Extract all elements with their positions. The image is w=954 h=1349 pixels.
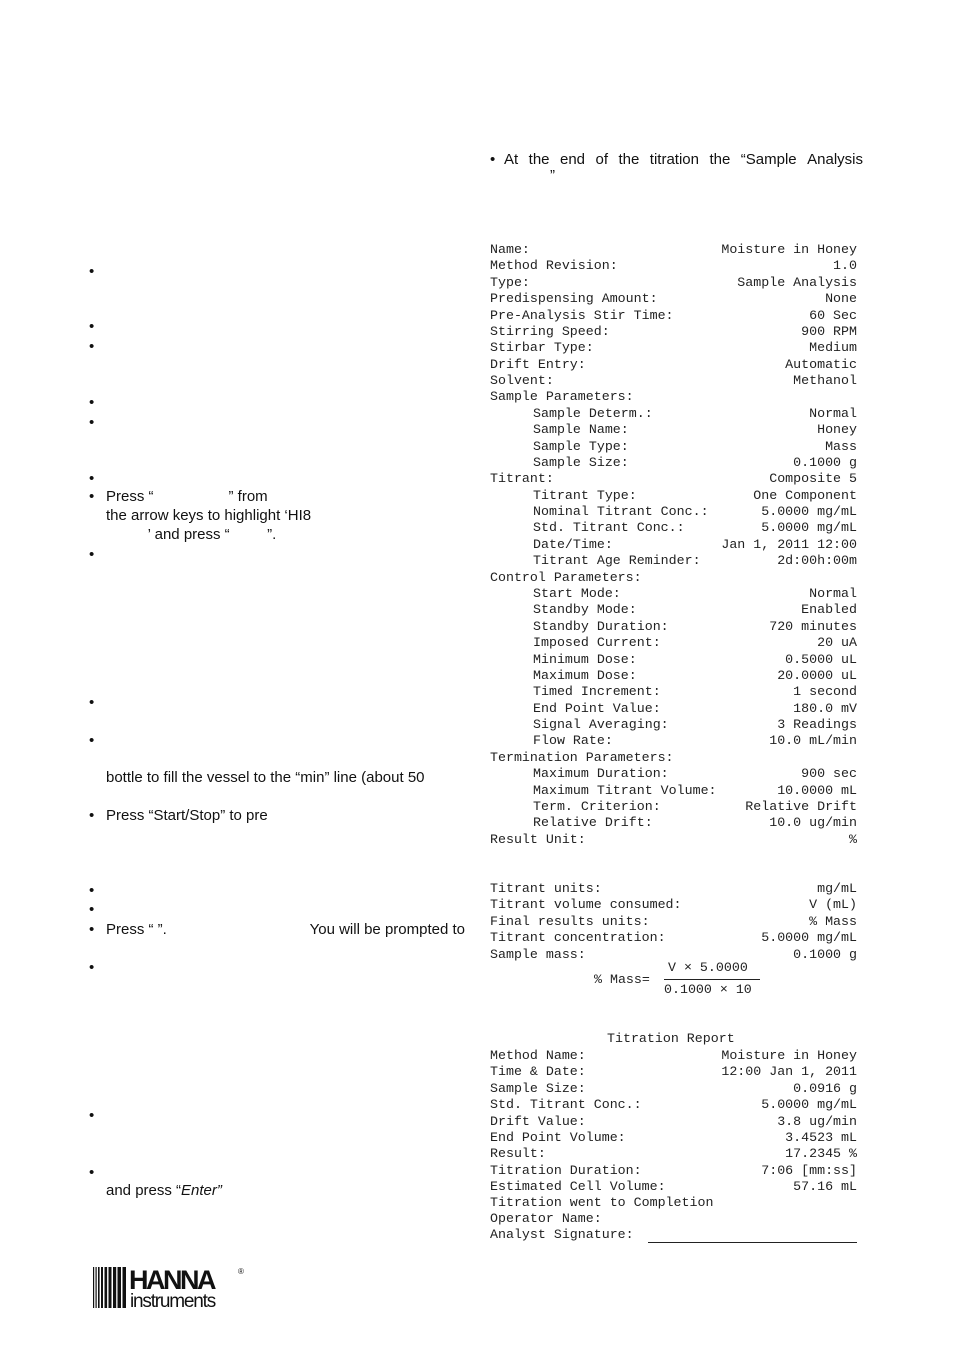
parameter-value: 5.0000 mg/mL (761, 504, 857, 520)
parameter-row (490, 897, 857, 913)
enter-key-label: Enter” (181, 1182, 222, 1199)
parameter-row (490, 439, 857, 455)
parameter-value: 60 Sec (809, 307, 857, 323)
parameter-value: 0.1000 g (793, 454, 857, 470)
parameter-row (490, 799, 857, 815)
parameter-value: 12:00 Jan 1, 2011 (721, 1064, 857, 1080)
intro-word: the (709, 151, 731, 168)
parameter-row (490, 291, 857, 307)
formula-denominator: 0.1000 × 10 (664, 982, 752, 997)
parameter-label: Standby Duration: (533, 618, 669, 634)
bullet: • (89, 921, 95, 938)
fraction-bar (664, 979, 760, 980)
parameter-row (490, 832, 857, 848)
result-formula (590, 960, 790, 1000)
parameter-label: Titrant Type: (533, 487, 637, 503)
parameter-value: 0.5000 uL (785, 651, 857, 667)
bullet: • (89, 414, 95, 431)
parameter-row (490, 1114, 857, 1130)
parameter-value: Automatic (785, 356, 857, 372)
press-prompt-line (106, 920, 465, 939)
parameter-row (490, 422, 857, 438)
parameter-row (490, 815, 857, 831)
parameter-row (490, 357, 857, 373)
bullet: • (89, 807, 95, 824)
bullet: • (89, 694, 95, 711)
parameter-value: 0.0916 g (793, 1080, 857, 1096)
parameter-value: 1 second (793, 684, 857, 700)
intro-word: end (559, 151, 586, 168)
parameter-value: Composite 5 (769, 471, 857, 487)
parameter-row (490, 1163, 857, 1179)
logo-brand-text: HANNA (129, 1265, 214, 1295)
parameter-value: Sample Analysis (737, 274, 857, 290)
logo-registered-mark: ® (238, 1267, 244, 1276)
parameter-row (490, 1179, 857, 1195)
parameter-label: Sample Determ.: (533, 405, 653, 421)
parameter-label: Imposed Current: (533, 635, 661, 651)
parameter-row (490, 258, 857, 274)
parameter-label: Flow Rate: (533, 733, 613, 749)
intro-word: Analysis (807, 151, 863, 168)
parameter-label: Maximum Titrant Volume: (533, 782, 717, 798)
parameter-row (490, 553, 857, 569)
parameter-value: mg/mL (817, 881, 857, 896)
parameter-value: % Mass (809, 913, 857, 929)
bullet: • (89, 732, 95, 749)
parameter-label: End Point Volume: (490, 1129, 626, 1145)
bullet: • (89, 1164, 95, 1181)
intro-continuation: ” (550, 167, 555, 184)
parameter-label: Titrant volume consumed: (490, 897, 682, 913)
intro-text (504, 150, 863, 169)
parameter-row (490, 750, 857, 766)
parameter-label: Result Unit: (490, 831, 586, 847)
parameter-value: 17.2345 % (785, 1146, 857, 1162)
parameter-label: Drift Entry: (490, 356, 586, 372)
parameter-row (490, 586, 857, 602)
parameter-label: Name: (490, 242, 530, 257)
parameter-row (490, 275, 857, 291)
intro-word: “Sample (740, 151, 797, 168)
parameter-value: 10.0 mL/min (769, 733, 857, 749)
bullet: • (89, 338, 95, 355)
parameter-value: 20 uA (817, 635, 857, 651)
bullet: • (89, 488, 95, 505)
parameter-row (490, 701, 857, 717)
parameter-row (490, 406, 857, 422)
parameter-value: One Component (753, 487, 857, 503)
press-from-text: Press “ ” from (106, 488, 268, 505)
parameter-label: Termination Parameters: (490, 749, 674, 765)
intro-word: At (504, 151, 519, 168)
parameter-value: 900 RPM (801, 323, 857, 339)
parameter-value: 180.0 mV (793, 700, 857, 716)
parameter-value: Honey (817, 422, 857, 438)
parameter-label: Time & Date: (490, 1064, 586, 1080)
parameter-value: 10.0000 mL (777, 782, 857, 798)
parameter-value: 5.0000 mg/mL (761, 520, 857, 536)
parameter-row (490, 1097, 857, 1113)
parameter-value: 10.0 ug/min (769, 815, 857, 831)
parameter-row (490, 668, 857, 684)
parameter-label: Drift Value: (490, 1113, 586, 1129)
report-title: Titration Report (607, 1031, 735, 1046)
arrow-keys-text: the arrow keys to highlight ‘HI8 (106, 507, 312, 524)
parameter-label: Titrant: (490, 471, 554, 487)
parameter-value: 7:06 [mm:ss] (761, 1162, 857, 1178)
bullet: • (89, 1107, 95, 1124)
parameter-value: 0.1000 g (793, 946, 857, 962)
parameter-value: Methanol (793, 373, 857, 389)
parameter-row (490, 504, 857, 520)
report-operator: Operator Name: (490, 1211, 602, 1226)
parameter-label: Std. Titrant Conc.: (533, 520, 685, 536)
parameter-value: None (825, 291, 857, 307)
parameter-row (490, 1146, 857, 1162)
formula-numerator: V × 5.0000 (668, 960, 748, 975)
parameter-label: Standby Mode: (533, 602, 637, 618)
bullet: • (490, 151, 496, 168)
parameter-value: Relative Drift (745, 798, 857, 814)
parameter-label: Titrant units: (490, 881, 602, 896)
bullet: • (89, 959, 95, 976)
parameter-label: Sample Type: (533, 438, 629, 454)
bottle-fill-text: bottle to fill the vessel to the “min” line (about 50 (106, 769, 425, 786)
parameter-label: Titrant Age Reminder: (533, 553, 701, 569)
and-press-enter-prefix: and press “ (106, 1182, 182, 1199)
parameter-row (490, 914, 857, 930)
parameter-label: Timed Increment: (533, 684, 661, 700)
parameter-value: Normal (809, 405, 857, 421)
parameter-row (490, 1081, 857, 1097)
and-press-enter-text (106, 1181, 222, 1200)
parameter-row (490, 602, 857, 618)
parameter-label: Stirring Speed: (490, 323, 610, 339)
parameter-label: Std. Titrant Conc.: (490, 1097, 642, 1113)
bullet: • (89, 394, 95, 411)
parameter-label: Sample Size: (490, 1080, 586, 1096)
parameter-row (490, 389, 857, 405)
parameter-row (490, 881, 857, 897)
parameter-label: Titrant concentration: (490, 930, 666, 946)
parameter-value: Enabled (801, 602, 857, 618)
parameter-value: 20.0000 uL (777, 667, 857, 683)
parameter-label: Date/Time: (533, 536, 613, 552)
parameter-label: Estimated Cell Volume: (490, 1179, 666, 1195)
parameter-label: Sample Size: (533, 454, 629, 470)
parameter-label: Method Name: (490, 1048, 586, 1063)
parameter-row (490, 520, 857, 536)
parameter-value: Medium (809, 340, 857, 356)
bullet: • (89, 318, 95, 335)
parameter-label: Result: (490, 1146, 546, 1162)
parameter-label: Sample Name: (533, 422, 629, 438)
parameter-row (490, 340, 857, 356)
hanna-logo-graphic (93, 1265, 253, 1311)
parameter-label: Type: (490, 274, 530, 290)
logo-sub-text: instruments (130, 1291, 216, 1311)
parameter-label: Titration Duration: (490, 1162, 642, 1178)
parameter-row (490, 373, 857, 389)
intro-word: titration (649, 151, 699, 168)
parameter-label: Minimum Dose: (533, 651, 637, 667)
parameter-value: Moisture in Honey (721, 1048, 857, 1063)
parameter-label: Sample mass: (490, 946, 586, 962)
report-signature-label: Analyst Signature: (490, 1227, 634, 1242)
parameter-row (490, 930, 857, 946)
signature-line (648, 1242, 857, 1243)
parameter-row (490, 1130, 857, 1146)
start-stop-text: Press “Start/Stop” to pre (106, 807, 268, 824)
parameter-label: Pre-Analysis Stir Time: (490, 307, 674, 323)
parameter-label: End Point Value: (533, 700, 661, 716)
intro-word: of (595, 151, 608, 168)
parameter-row (490, 717, 857, 733)
formula-label: % Mass= (594, 972, 650, 987)
parameter-value: 900 sec (801, 766, 857, 782)
report-completion: Titration went to Completion (490, 1195, 714, 1210)
parameter-row (490, 733, 857, 749)
bullet: • (89, 470, 95, 487)
parameter-row (490, 619, 857, 635)
parameter-value: Jan 1, 2011 12:00 (721, 536, 857, 552)
parameter-label: Nominal Titrant Conc.: (533, 504, 709, 520)
parameter-label: Solvent: (490, 373, 554, 389)
parameter-row (490, 471, 857, 487)
parameter-label: Term. Criterion: (533, 798, 661, 814)
parameter-label: Method Revision: (490, 258, 618, 274)
parameter-row (490, 1048, 857, 1064)
parameter-value: Moisture in Honey (721, 242, 857, 257)
parameter-row (490, 570, 857, 586)
and-press-text: ’ and press “ ”. (106, 526, 277, 543)
parameter-value: 3.4523 mL (785, 1129, 857, 1145)
bullet: • (89, 882, 95, 899)
press-prompt-left: Press “ ”. (106, 921, 167, 938)
parameter-label: Control Parameters: (490, 569, 642, 585)
parameter-value: V (mL) (809, 897, 857, 913)
parameter-row (490, 537, 857, 553)
bullet: • (89, 546, 95, 563)
parameter-value: 5.0000 mg/mL (761, 930, 857, 946)
parameter-value: Normal (809, 585, 857, 601)
parameter-row (490, 1064, 857, 1080)
parameter-value: 5.0000 mg/mL (761, 1097, 857, 1113)
parameter-row (490, 242, 857, 258)
parameter-label: Maximum Duration: (533, 766, 669, 782)
parameter-value: 720 minutes (769, 618, 857, 634)
parameter-label: Relative Drift: (533, 815, 653, 831)
parameter-row (490, 308, 857, 324)
parameter-row (490, 783, 857, 799)
parameter-label: Stirbar Type: (490, 340, 594, 356)
parameter-value: 3.8 ug/min (777, 1113, 857, 1129)
bullet: • (89, 901, 95, 918)
parameter-value: % (849, 831, 857, 847)
parameter-label: Sample Parameters: (490, 389, 634, 405)
parameter-label: Final results units: (490, 913, 650, 929)
press-prompt-right: You will be prompted to (309, 921, 465, 938)
parameter-row (490, 635, 857, 651)
parameter-row (490, 766, 857, 782)
parameter-label: Predispensing Amount: (490, 291, 658, 307)
parameter-row (490, 455, 857, 471)
parameter-value: Mass (825, 438, 857, 454)
parameter-row (490, 684, 857, 700)
intro-word: the (618, 151, 640, 168)
parameter-label: Start Mode: (533, 585, 621, 601)
hanna-instruments-logo (93, 1265, 253, 1311)
parameter-row (490, 324, 857, 340)
parameter-value: 57.16 mL (793, 1179, 857, 1195)
parameter-value: 2d:00h:00m (777, 553, 857, 569)
parameter-value: 1.0 (833, 258, 857, 274)
parameter-label: Maximum Dose: (533, 667, 637, 683)
parameter-label: Signal Averaging: (533, 717, 669, 733)
parameter-value: 3 Readings (777, 717, 857, 733)
bullet: • (89, 263, 95, 280)
parameter-row (490, 488, 857, 504)
intro-word: the (528, 151, 550, 168)
parameter-row (490, 652, 857, 668)
